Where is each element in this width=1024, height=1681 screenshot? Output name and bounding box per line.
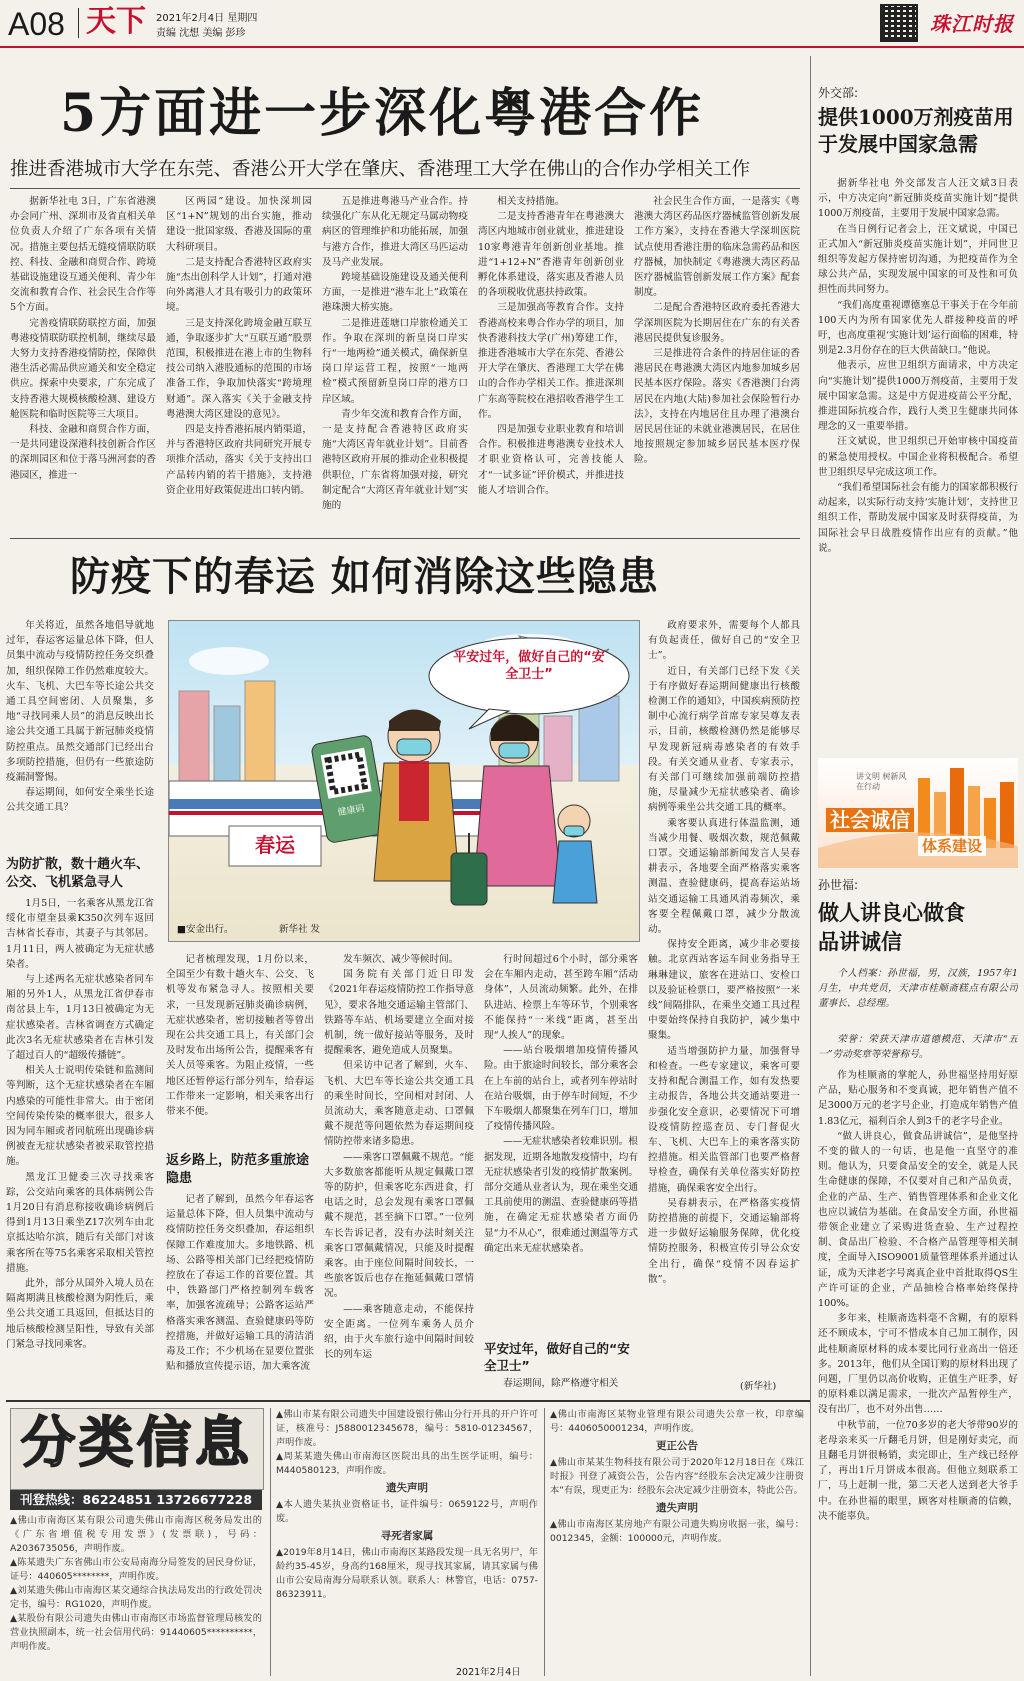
correction-heading: 更正公告 bbox=[656, 1440, 698, 1452]
banner-title1: 社会诚信 bbox=[826, 808, 914, 832]
classifieds-rule bbox=[6, 1400, 810, 1402]
classifieds-hotline: 刊登热线：86224851 13726677228 bbox=[10, 1490, 262, 1510]
banner-title2: 体系建设 bbox=[918, 836, 986, 856]
editors-line: 责编 沈想 美编 彭珍 bbox=[156, 28, 246, 39]
article1-col3: 五是推进粤港马产业合作。持续强化广东从化无规定马属动物疫病区的管理维护和功能拓展，加强与港方合作，推进大湾区马匹运动及马产业发展。 跨境基础设施建设及通关便利方面，一是推进“港车北上”政策在港珠澳大桥实施。 二是推进莲塘口岸旅检通关工作。争取在深圳的新皇岗口岸实行“一地两检”通关模式，确保新皇岗口岸运营工程，按照“一地两检”模式预留新皇岗口岸的港方口岸区域。 青少年交流和教育合作方面，一是支持配合香港特区政府实施“大湾区青年就业计划”。目前香港特区政府开展的推动企业积极提供职位，广东省将加强对接，研究制定配合“大湾区青年就业计划”实施的 bbox=[322, 196, 468, 512]
masthead-rule bbox=[0, 46, 1024, 48]
sidebar-divider bbox=[810, 56, 811, 1676]
article2-subhead3: 平安过年，做好自己的“安全卫士” bbox=[484, 1341, 630, 1373]
classifieds-title: 分类信息 bbox=[21, 1411, 253, 1474]
article2-lead: 年关将近，虽然各地倡导就地过年，春运客运量总体下降，但人员集中流动与疫情防控任务交织叠加，组织保障工作仍然难度较大。火车、飞机、大巴车等长途公共交通工具空间密闭、人员聚集，多地“寻找同乘人员”的消息反映出长途公共交通工具属于新冠肺炎疫情防控重点。虽然交通部门已经出台多项防控措施，但仍有一些旅途防疫漏洞警惕。 春运期间，如何安全乘坐长途公共交通工具？ bbox=[6, 620, 154, 814]
article1-col2: 区两园”建设。加快深圳园区“1+N”规划的出台实施，推动建设一批国家级、香港及国际的重大科研项目。 二是支持配合香港特区政府实施“杰出创科学人计划”，打通对港向外离港人才具有吸引力的政策环境。 三是支持深化跨境金融互联互通，争取逐步扩大“互联互通”股票范围，积极推进在港上市的生物科技公司纳入港股通标的范围的市场准备工作，争取加快落实“跨境理财通”。深入落实《关于金融支持粤港澳大湾区建设的意见》。 四是支持香港拓展内销渠道，并与香港特区政府共同研究开展专项推介活动，落实《关于支持出口产品转内销的若干措施》，支持港资企业用好政策促进出口转内销。 bbox=[166, 196, 312, 496]
article2-right-column: 政府要求外，需要每个人都具有负起责任，做好自己的“安全卫士”。 近日，有关部门已经下发《关于有序做好春运期间健康出行核酸检测工作的通知》，中国疾病预防控制中心流行病学首席专家吴尊友表示，目前，核酸检测仍然是能够尽早发现新冠病毒感染者的有效手段。有关交通从业者、专家表示，有关部门可继续加强前端防控措施，尽量减少无症状感染者、确诊病例等乘坐公共交通工具的概率。 乘客要认真进行体温监测，通当减少用餐、吸烟次数，规范佩戴口罩。交通运输部新闻发言人吴春耕表示，各地要全面严格落实乘客测温、查验健康码，提高春运站场站交通运输工具通风消毒频次，乘客要全程佩戴口罩，减少分散流动。 保持安全距离，减少非必要接触。北京西站客运车间业务指导王琳琳建议，旅客在进站口、安检口以及验证检票口，要严格按照“一米线”间隔排队，在乘坐交通工具过程中要始终保持自我防护，减少集中聚集。 适当增强防护力量，加强督导和检查。一些专家建议，乘客可要支持和配合测温工作，如有发热要主动报告，各地公共交通站要进一步强化安全意识，必要情况下可增设疫情防控巡查员、专门督促火车、飞机、大巴车上的乘客落实防控措施。相关监管部门也要严格督导检查，确保有关单位落实好防控措施，确保乘客安全出行。 吴春耕表示，在严格落实疫情防控措施的前提下，交通运输部将进一步做好运输服务保障，优化疫情防控服务，积极宣传引导公众安全出行，确保“疫情不因春运扩散”。 bbox=[648, 620, 800, 1285]
family-search-heading: 寻死者家属 bbox=[380, 1530, 434, 1542]
issue-date: 2021年2月4日 星期四 bbox=[156, 13, 258, 24]
divider bbox=[544, 1408, 545, 1676]
sidebar-article2-body: 作为桂顺斋的掌舵人，孙世福坚持用好原产品，贴心服务和不变真诚，把年销售产值不足3000万元的老字号企业，打造成年销售产值1.83亿元，福利百余人到3千的老字号企业。 “做人讲良心，做食品讲诚信”，是他坚持不变的做人的一句话，也是他一直坚守的准则。他认为，只要食品安全的安全，就是人民生命健康的保障，不仅要对自己和产品负责，企业的产品、生产、销售管理体系和企业文化也应以诚信为基础。在食品安全方面，孙世福带领企业建立了采购进货查验、生产过程控制、食品出厂检验、不合格产品管理等相关制度，全面导入ISO9001质量管理体系并通过认证，成为天津老字号离真企业中首批取得QS生产许可证的企业，产品抽检合格率始终保持100%。 多年来，桂顺斋选料毫不含糊，有的原料还不顾成本，宁可不惜成本自己加工制作，因此桂顺斋原材料的成本要比同行业高出一倍还多。2013年，他们从全国订购的原材料出现了问题，厂里仍以高价收购，正值生产旺季，好的原料难以满足需求，一批次产品暂停生产，没有出厂，也不对外出售…… 中秋节前，一位70多岁的老大爷带90岁的老母亲来买一斤翻毛月饼，但是刚好卖完，而且翻毛月饼很畅销，卖完即止，生产线已经停了，再出1斤月饼成本很高。但他立刻联系工厂，马上赶制一批，第二天老人送到老大爷手中。在孙世福的眼里，顾客对桂顺斋的信赖，决不能辜负。 bbox=[818, 1070, 1018, 1522]
article2-subhead1: 为防扩散，数十趟火车、公交、飞机紧急寻人 bbox=[6, 857, 150, 890]
paper-logo: 珠江时报 bbox=[930, 12, 1014, 36]
sidebar-profile: 个人档案：孙世福，男，汉族，1957年1月生，中共党员，天津市桂顺斋糕点有限公司董事长、总经理。 bbox=[818, 968, 1018, 1010]
article2-col3b: 记者了解到，虽然今年春运客运量总体下降，但人员集中流动与疫情防控任务交织叠加，春运组织保障工作难度加大。多地铁路、机场、公路等相关部门已经把疫情防控放在了春运工作的首要位置。其中，铁路部门严格控制列车载客率，加强客流疏导；公路客运站严格落实乘客测温、查验健康码等防控措施，并做好运输工具的清洁消毒及工作；不少机场在显要位置张贴和播放宣传提示语，加大乘客流 bbox=[166, 1194, 314, 1373]
board-label: 春运 bbox=[255, 833, 295, 857]
banner-logo-text: 讲文明 树新风 在行动 bbox=[856, 772, 907, 791]
divider bbox=[270, 1408, 271, 1676]
speech-bubble-text: 平安过年，做好自己的“安全卫士” bbox=[453, 650, 605, 682]
sidebar-headline1: 提供1000万剂疫苗用于发展中国家急需 bbox=[818, 105, 1014, 156]
lost-notice-heading: 遗失声明 bbox=[386, 1482, 428, 1494]
section-name: 天下 bbox=[86, 4, 146, 39]
classifieds-title-box bbox=[10, 1408, 264, 1490]
rule bbox=[10, 538, 800, 539]
article2-col4: 发车频次、减少等候时间。 国务院有关部门近日印发《2021年春运疫情防控工作指导意见》，要求各地交通运输主管部门、铁路等车站、机场要建立全面对接机制，统一做好接站等服务，及时提醒乘客，避免造成人员聚集。 但采访中记者了解到，火车、飞机、大巴车等长途公共交通工具的乘坐时间长，空间相对封闭、人员流动大，乘客随意走动、口罩佩戴不规范等问题依然为春运期间疫情防控带来诸多隐患。 ——乘客口罩佩戴不规范。“能大多数旅客都能听从规定佩戴口罩等的防护，但乘客吃东西进食，打电话之时，总会发现有乘客口罩佩戴不规范，甚至摘下口罩。”一位列车长告诉记者，没有办法时刻关注乘客口罩佩戴情况，只能及时提醒乘客。由于座位间隔时间较长，一些旅客饭后也存在拖延佩戴口罩情况。 ——乘客随意走动，不能保持安全距离。一位列车乘务人员介绍，由于火车旅行途中间隔时间较长的列车运 bbox=[324, 954, 474, 1361]
sidebar-honors: 荣誉：荣获天津市道德模范、天津市“五一”劳动奖章等荣誉称号。 bbox=[818, 1034, 1018, 1061]
sidebar-kicker2: 孙世福: bbox=[818, 878, 859, 892]
qr-code-icon[interactable] bbox=[880, 4, 918, 42]
article2-subhead2: 返乡路上，防范多重旅途隐患 bbox=[166, 1153, 310, 1186]
illustration-credit: 新华社 发 bbox=[279, 924, 321, 935]
article2-col-section1: 1月5日，一名乘客从黑龙江省绥化市望奎县乘K350次列车返回吉林省长春市，其妻子与其邻居。1月11日，两人被确定为无症状感染者。 与上述两名无症状感染者同车厢的另外1人，从黑龙江省伊春市南岔县上车，1月13日被确定为无症状感染者。吉林省调查方式确定此次3名无症状感染者在吉林引发了超过百人的“超级传播链”。 相关人士说明传染链和监测间等判断，这个无症状感染者在车厢内感染的可能性非常大。由于密闭空间传染传染的概率很大，很多人因为同车厢或者同航班出现确诊病例被查无症状感染者被采取管控措施。 黑龙江卫健委三次寻找乘客踪，公交站向乘客的具体病例公告1月20日有消息称接收确诊病例后得到1月13日乘坐Z17次列车由北京抵达哈尔滨，随后有关部门对该乘客所在等75名乘客采取相关管控措施。 此外，部分从国外入境人员在隔离期满且核酸检测为阴性后，乘坐公共交通工具返回，但抵达目的地后核酸检测呈阳性，导致有关部门紧急寻找同乘客。 bbox=[6, 898, 154, 1350]
masthead bbox=[0, 0, 1024, 46]
article1-col1: 据新华社电 3日，广东省港澳办会同广州、深圳市及省直相关单位负责人介绍了广东各项有关情况。措施主要包括无缝疫情联防联控、科技、金融和商贸合作、跨境基础设施建设互通关便利、青少年交流和教育合作、社会民生合作等5个方面。 完善疫情联防联控方面，加强粤港疫情联防联控机制，继续尽最大努力支持香港疫情防控，保障供港生活必需品供应通关和安全稳定供应。探索中央要求，广东完成了支持香港大规模核酸检测、建设方舱医院和临时医院等三大项目。 科技、金融和商贸合作方面，一是共同建设深港科技创新合作区的深圳园区和位于落马洲河套的香港园区，推进一 bbox=[10, 196, 156, 481]
article2-headline: 防疫下的春运 如何消除这些隐患 bbox=[70, 553, 659, 600]
divider bbox=[78, 8, 79, 38]
article1-subhead: 推进香港城市大学在东莞、香港公开大学在肇庆、香港理工大学在佛山的合作办学相关工作 bbox=[10, 159, 751, 180]
sidebar-headline2: 做人讲良心做食品讲诚信 bbox=[818, 900, 965, 954]
lost-notice-heading-2: 遗失声明 bbox=[656, 1502, 698, 1514]
article1-col5: 社会民生合作方面，一是落实《粤港澳大湾区药品医疗器械监管创新发展工作方案》，支持在香港大学深圳医院试点使用香港注册的临床急需药品和医疗器械，加快制定《粤港澳大湾区药品医疗器械监管创新发展工作方案》配套制度。 二是配合香港特区政府委托香港大学深圳医院为长期居住在广东的有关香港居民提供复诊服务。 三是推进符合条件的持居住证的香港居民在粤港澳大湾区内地参加城乡居民基本医疗保险。落实《香港澳门台湾居民在内地(大陆)参加社会保险暂行办法》，支持在内地居住且办理了港澳台居民居住证的未就业港澳居民，在居住地按照规定参加城乡居民基本医疗保险。 bbox=[634, 196, 800, 466]
article2-col5-end: 春运期间，除严格遵守相关 bbox=[503, 1378, 619, 1389]
illustration bbox=[168, 620, 640, 942]
classifieds-col3: ▲佛山市南海区某物业管理有限公司遗失公章一枚，印章编号：4406050001234，声明作废。 更正公告 ▲佛山市某某生物科技有限公司于2020年12月18日在《珠江时报》刊登了减资公告，公告内容“经股东会决定减少注册资本”有误，现更正为：经股东会决定减少注册资本，特此公告。 遗失声明 ▲佛山市南海区某房地产有限公司遗失购房收据一张，编号：0012345，金额：100000元，声明作废。 bbox=[550, 1409, 804, 1544]
illustration-caption: ■安金出行。 bbox=[177, 924, 234, 935]
credit-banner bbox=[818, 758, 1018, 868]
rule bbox=[10, 188, 800, 189]
classifieds-col1: ▲佛山市南海区某有限公司遗失佛山市南海区税务局发出的《广东省增值税专用发票》(发票联)，号码：A2036735056，声明作废。 ▲陈某遗失广东省佛山市公安局南海分局签发的居民身份证，证号：440605********，声明作废。 ▲刘某遗失佛山市南海区某交通综合执法局发出的行政处罚决定书，编号：RG1020，声明作废。 ▲某股份有限公司遗失由佛山市南海区市场监督管理局核发的营业执照副本，统一社会信用代码：91440605**********，声明作废。 bbox=[10, 1515, 262, 1652]
page-number: A08 bbox=[8, 6, 65, 42]
article1-col4: 相关支持措施。 二是支持香港青年在粤港澳大湾区内地城市创业就业，推进建设10家粤港青年创新创业基地。推进“1+12+N”香港青年创新创业孵化体系建设，落实惠及香港人员的各项税收优惠扶持政策。 三是加强高等教育合作。支持香港高校来粤合作办学的项目，加快香港科技大学(广州)筹建工作，推进香港城市大学在东莞、香港公开大学在肇庆、香港理工大学在佛山的合作办学相关工作。推进深圳广东高等院校在港招收香港学生工作。 四是加强专业职业教育和培训合作。积极推进粤港澳专业技术人才职业资格认可，完善技能人才“一试多证”评价模式，并推进技能人才培训合作。 bbox=[478, 196, 624, 496]
article2-byline: (新华社) bbox=[740, 1381, 777, 1392]
sidebar-article1-body: 据新华社电 外交部发言人汪文斌3日表示，中方决定向“新冠肺炎疫苗实施计划”提供1000万剂疫苗，主要用于发展中国家急需。 在当日例行记者会上，汪文斌说，中国已正式加入“新冠肺炎疫苗实施计划”，并同世卫组织等发起方保持密切沟通，为把疫苗作为全球公共产品，实现发展中国家的可及性和可负担性而共同努力。 “我们高度重视谭德塞总干事关于在今年前100天内为所有国家优先人群接种疫苗的呼吁，也高度重视‘实施计划’运行面临的困难，特别是2.3月份存在的巨大供苗缺口。”他说。 他表示，应世卫组织方面请求，中方决定向“实施计划”提供1000万剂疫苗，主要用于发展中国家急需。这是中方促进疫苗公平分配，推进国际抗疫合作，践行人类卫生健康共同体理念的又一重要举措。 汪文斌说，世卫组织已开始审核中国疫苗的紧急使用授权。中国企业将积极配合。希望世卫组织尽早完成这项工作。 “我们希望国际社会有能力的国家都积极行动起来，以实际行动支持‘实施计划’，支持世卫组织工作，帮助发展中国家及时获得疫苗，为国际社会早日战胜疫情作出应有的贡献。”他说。 bbox=[818, 178, 1018, 554]
classifieds-col2: ▲佛山市某有限公司遗失中国建设银行佛山分行开具的开户许可证，核准号：J5880012345678，编号：5810-01234567，声明作废。 ▲周某某遗失佛山市南海区医院出具的出生医学证明，编号：M440580123，声明作废。 遗失声明 ▲本人遗失某执业资格证书，证件编号：0659122号，声明作废。 寻死者家属 ▲2019年8月14日，佛山市南海区某路段发现一具无名男尸，年龄约35-45岁，身高约168厘米，现寻找其家属，请其家属与佛山市公安局南海分局联系认领。联系人：林警官，电话：0757-86323911。 bbox=[276, 1409, 538, 1600]
sidebar-kicker1: 外交部: bbox=[818, 86, 859, 100]
health-code-label: 健康码 bbox=[337, 803, 366, 819]
article2-col5: 行时间超过6个小时，部分乘客会在车厢内走动，甚至跨车厢“活动身体”，人员流动频繁。此外，在排队进站、检票上车等环节，个别乘客不能保持“一米线”距离，甚至出现“人挨人”的现象。 ——站台吸烟增加疫情传播风险。由于旅途时间较长，部分乘客会在上车前的站台上，或者列车停站时在站台吸烟，由于停车时间短，不少下车吸烟人都聚集在列车门口，增加了疫情传播风险。 ——无症状感染者较难识别。根据发现，近期各地散发疫情中，均有无症状感染者引发的疫情扩散案例。部分交通从业者认为，现在乘坐交通工具前使用的测温、查验健康码等措施，在确定无症状感染者方面仍显“力不从心”，很难通过测温等方式确定出来无症状感染者。 bbox=[484, 954, 638, 1254]
article2-col3: 记者梳理发现，1月份以来，全国至少有数十趟火车、公交、飞机等发布紧急寻人。按照相关要求，一旦发现新冠肺炎确诊病例，无症状感染者，密切接触者等曾出现在公共交通工具上，有关部门会及时发布出场所公告，提醒乘客有关人员等乘客。为阻止疫情，一些地区还暂停运行部分列车，给春运工作带来一定影响，相关乘客出行带来不便。 bbox=[166, 954, 314, 1118]
classifieds-date: 2021年2月4日 bbox=[456, 1667, 521, 1678]
article1-headline: 5方面进一步深化粤港合作 bbox=[60, 83, 705, 144]
